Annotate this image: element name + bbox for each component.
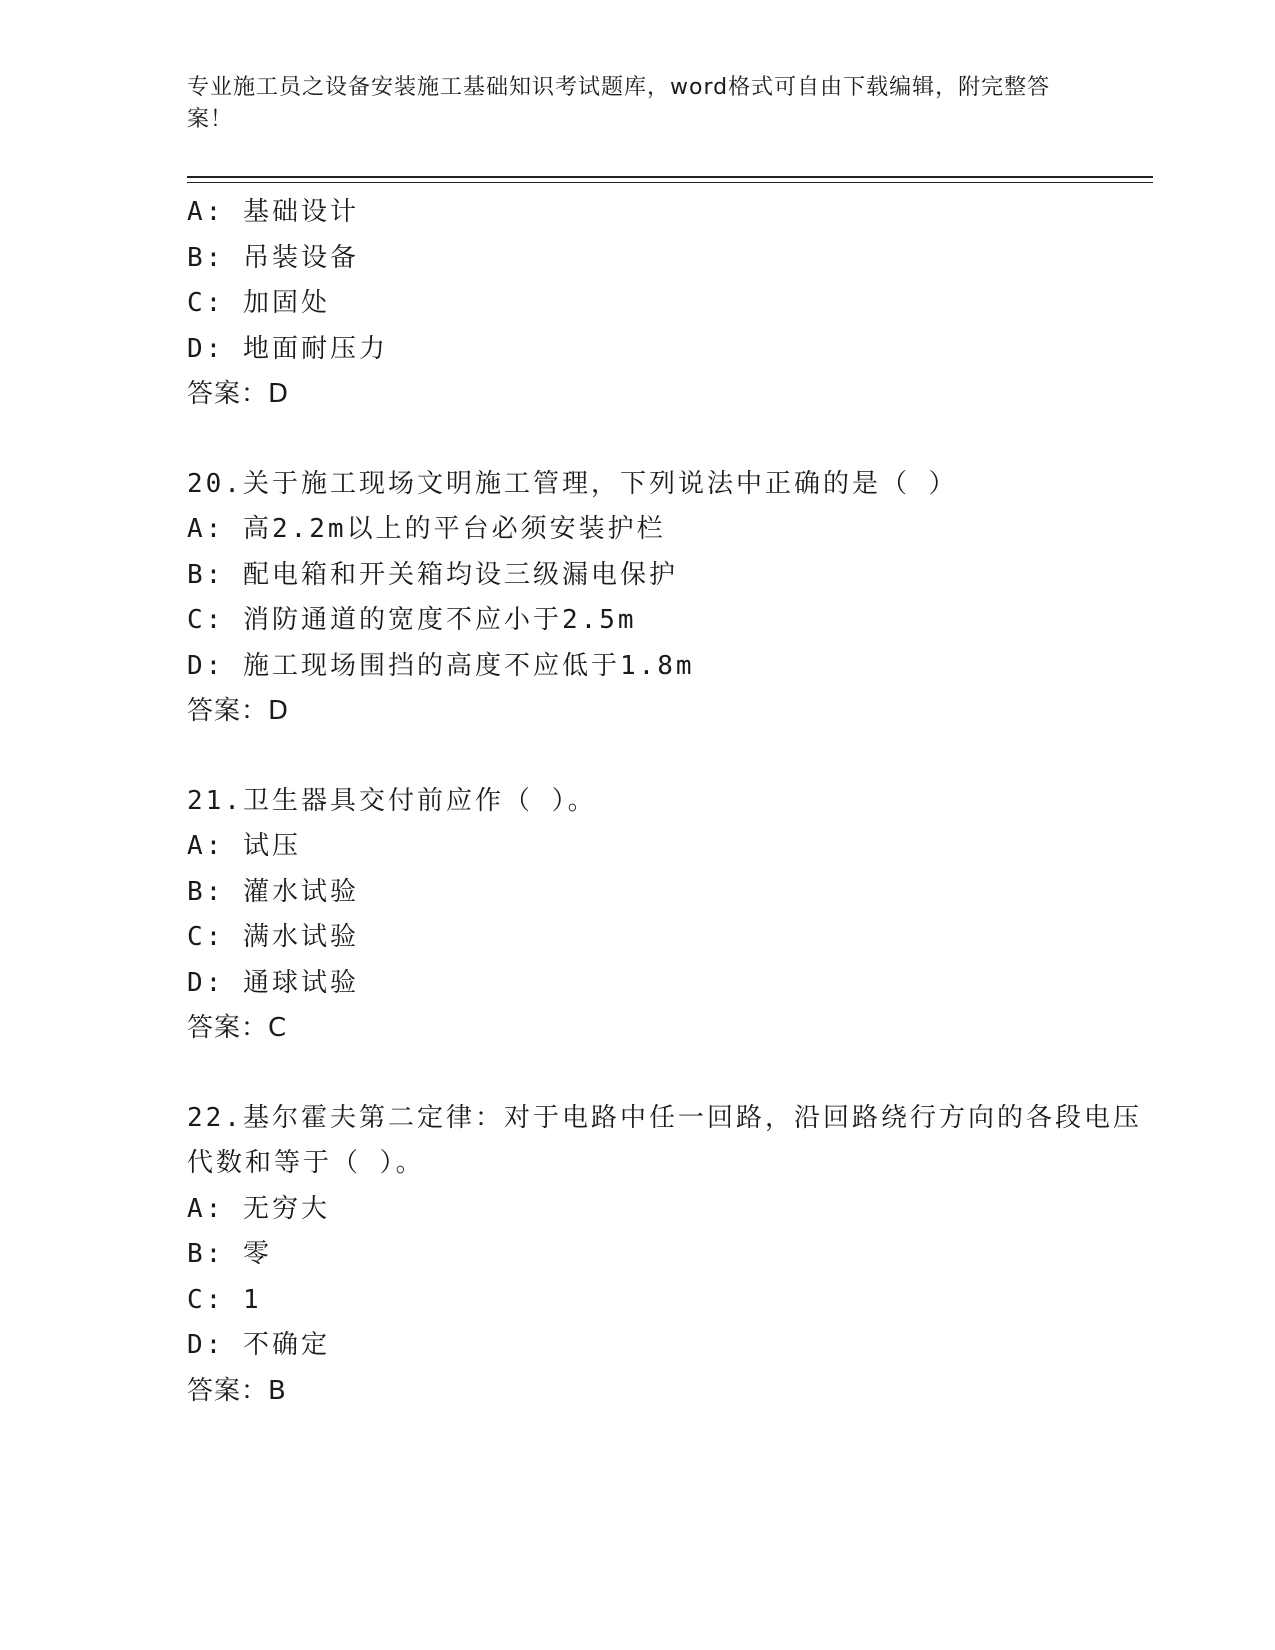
option-a: A: 高2.2m以上的平台必须安装护栏 [187, 514, 666, 544]
option-a: A: 试压 [187, 831, 301, 861]
option-c: C: 消防通道的宽度不应小于2.5m [187, 605, 637, 635]
option-c: C: 加固处 [187, 288, 330, 318]
spacer [187, 1052, 1147, 1096]
question-20 [187, 462, 1147, 735]
option-a: A: 基础设计 [187, 197, 359, 227]
answer: 答案：D [187, 696, 290, 726]
option-b: B: 吊装设备 [187, 242, 359, 273]
question-text: 20.关于施工现场文明施工管理，下列说法中正确的是（ ） [187, 468, 958, 499]
option-b: B: 配电箱和开关箱均设三级漏电保护 [187, 559, 678, 590]
question-text: 21.卫生器具交付前应作（ ）。 [187, 785, 597, 816]
question-19 [187, 190, 1147, 418]
option-b: B: 零 [187, 1239, 272, 1269]
option-d: D: 不确定 [187, 1330, 330, 1360]
option-d: D: 地面耐压力 [187, 333, 388, 364]
spacer [187, 735, 1147, 779]
question-21 [187, 779, 1147, 1052]
header-rule-thick [187, 176, 1153, 178]
question-22 [187, 1096, 1147, 1415]
option-d: D: 施工现场围挡的高度不应低于1.8m [187, 650, 695, 681]
option-a: A: 无穷大 [187, 1193, 330, 1224]
answer: 答案：C [187, 1013, 288, 1043]
option-d: D: 通球试验 [187, 967, 359, 998]
option-c: C: 1 [187, 1284, 262, 1315]
option-c: C: 满水试验 [187, 922, 359, 952]
header-rule-thin [187, 182, 1153, 183]
question-list [187, 190, 1147, 1414]
answer: 答案：D [187, 379, 290, 409]
spacer [187, 418, 1147, 462]
document-header: 专业施工员之设备安装施工基础知识考试题库，word格式可自由下载编辑，附完整答案！ [187, 75, 1051, 132]
option-b: B: 灌水试验 [187, 876, 359, 907]
answer: 答案：B [187, 1375, 287, 1406]
question-text: 22.基尔霍夫第二定律：对于电路中任一回路，沿回路绕行方向的各段电压代数和等于（ ）。 [187, 1102, 1142, 1178]
